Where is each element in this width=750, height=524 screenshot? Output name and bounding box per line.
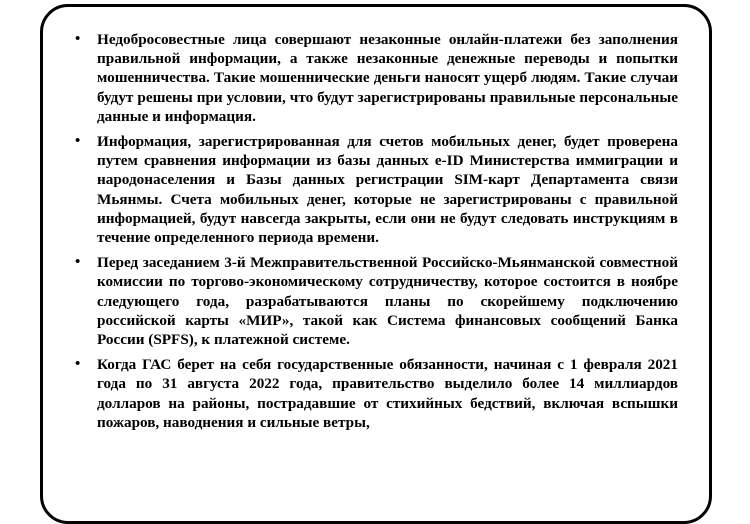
list-item bbox=[75, 253, 678, 349]
bullet-text: Когда ГАС берет на себя государственные обязанности, начиная с 1 февраля 2021 года по 31 августа 2022 года, правительство выделило более 14 миллиардов долларов на районы, пострадавшие от стихийных бедствий, включая вспышки пожаров, наводнения и сильные ветры, bbox=[97, 356, 678, 431]
bullet-icon: • bbox=[75, 356, 81, 373]
list-item bbox=[75, 132, 678, 247]
bullet-list bbox=[75, 30, 678, 438]
bullet-icon: • bbox=[75, 133, 81, 150]
list-item bbox=[75, 355, 678, 432]
bullet-icon: • bbox=[75, 31, 81, 47]
list-item bbox=[75, 30, 678, 126]
bullet-text: Информация, зарегистрированная для счетов мобильных денег, будет проверена путем сравнения информации из базы данных e-ID Министерства иммиграции и народонаселения и Базы данных регистрации SIM-карт Департамента связи Мьянмы. Счета мобильных денег, которые не зарегистрированы с правильной информацией, будут навсегда закрыты, если они не будут следовать инструкциям в течение определенного периода времени. bbox=[97, 133, 678, 247]
bullet-text: Перед заседанием 3-й Межправительственной Российско-Мьянманской совместной комиссии по торгово-экономическому сотрудничеству, которое состоится в ноябре следующего года, разрабатываются планы по скорейшему подключению российской карты «МИР», такой как Система финансовых сообщений Банка России (SPFS), к платежной системе. bbox=[97, 254, 678, 349]
bullet-text: Недобросовестные лица совершают незаконные онлайн-платежи без заполнения правильной информации, а также незаконные денежные переводы и попытки мошенничества. Такие мошеннические деньги наносят ущерб людям. Такие случаи будут решены при условии, что будут зарегистрированы правильные персональные данные и информация. bbox=[97, 31, 678, 125]
bullet-icon: • bbox=[75, 254, 81, 271]
